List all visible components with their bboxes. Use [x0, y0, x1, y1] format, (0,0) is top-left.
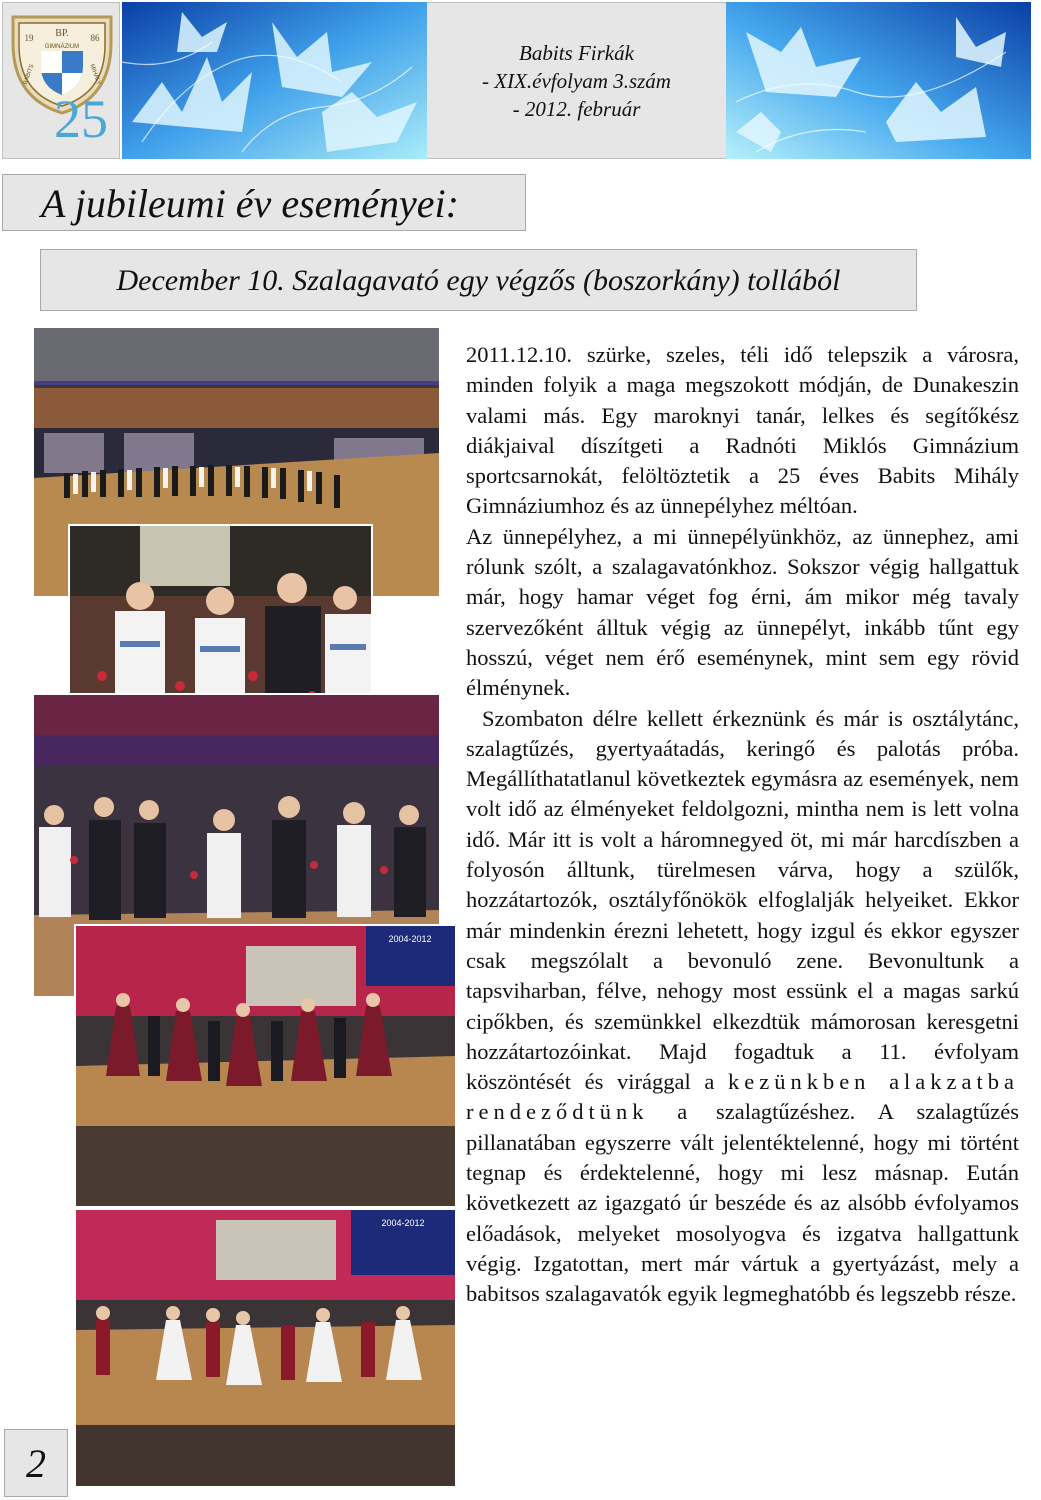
- issue-date: - 2012. február: [512, 96, 641, 121]
- article-title: December 10. Szalagavató egy végzős (boszorkány) tollából: [40, 249, 917, 311]
- photo-banner-2: 2004-2012: [381, 1218, 425, 1228]
- frost-decoration-right: [726, 2, 1031, 159]
- frost-decoration-left: [122, 2, 427, 159]
- crest-left: BABITS: [22, 63, 36, 86]
- issue-number: - XIX.évfolyam 3.szám: [482, 68, 671, 93]
- publication-info: [427, 2, 726, 159]
- crest-year-b: 86: [90, 33, 100, 43]
- photo-palotas-dance-2: [74, 1208, 457, 1488]
- article-paragraph: Az ünnepélyhez, a mi ünnepélyünkhöz, az ünnephez, ami rólunk szólt, a szalagavatónkhoz. Sokszor végig hallgattuk már, hogy hamar véget fog érni, ám mikor még tavaly szervezőként álltuk végig az ünnepélyt, inkább tűnt egy hosszú, véget nem érő eseménynek, mint sem egy rövid élménynek.: [466, 523, 1019, 701]
- crest-right: MIHÁLY: [88, 63, 102, 86]
- article-paragraph-text: Szombaton délre kellett érkeznünk és már is osztálytánc, szalagtűzés, gyertyaátadás, keringő és palotás próba. Megállíthatatlanul következtek egymásra az események, nem volt idő az élményeket feldolgozni, mintha nem is lett volna idő. Már itt is volt a háromnegyed öt, mi már harcdíszben a folyosón álltunk, türelmesen várva, hogy a szülők, hozzátartozók, osztályfőnökök elfoglalják helyeiket. Ekkor már mindenkin érezni lehetett, hogy izgul és ekkor egyszer csak megszólalt a bevonuló zene. Bevonultunk a tapsviharban, félve, nehogy most essünk el a magas sarkú cipőkben, és szemünkkel elkezdtük mámorosan keresgetni hozzátartozóinkat. Majd fogadtuk a 11. évfolyam köszöntését és virággal a: [466, 705, 1019, 1095]
- publication-name: Babits Firkák: [519, 40, 634, 65]
- crest-year-a: 19: [24, 33, 34, 43]
- photo-banner-1: 2004-2012: [388, 934, 432, 944]
- page-number: 2: [4, 1429, 68, 1497]
- crest-bp: BP.: [55, 28, 69, 39]
- crest-school: GIMNÁZIUM: [44, 44, 80, 50]
- article-paragraph: 2011.12.10. szürke, szeles, téli idő telepszik a városra, minden folyik a maga megszokott módján, de Dunakeszin valami más. Egy maroknyi tanár, lelkes és segítőkész diákjaival díszítgeti a Radnóti Miklós Gimnázium sportcsarnokát, felöltöztetik a 25 éves Babits Mihály Gimnáziumhoz és az ünnepélyhez méltóan.: [466, 342, 1019, 519]
- section-title: A jubileumi év eseményei:: [2, 174, 526, 231]
- anniversary-number: 25: [54, 89, 108, 149]
- article-body: [466, 340, 1019, 1310]
- article-paragraph: [466, 704, 1019, 1310]
- photo-palotas-dance-1: [74, 924, 457, 1208]
- article-paragraph-spaced-text: kezünkben alakzatba rendeződtünk a: [466, 1069, 1019, 1125]
- article-paragraph-text: szalagtűzéshez. A szalagtűzés pillanatában egyszerre vált jelentéktelenné, hogy mi történt tegnap és érdektelenné, hogy mi lesz másnap. Eután következett az igazgató úr beszéde és az alsóbb évfolyamos előadások, melyeket mosolyogva és izgatva hallgattunk végig. Izgatottan, mert már vártuk a gyertyázást, mely a babitsos szalagavatók egyik legmeghatóbb és legszebb része.: [466, 1099, 1019, 1307]
